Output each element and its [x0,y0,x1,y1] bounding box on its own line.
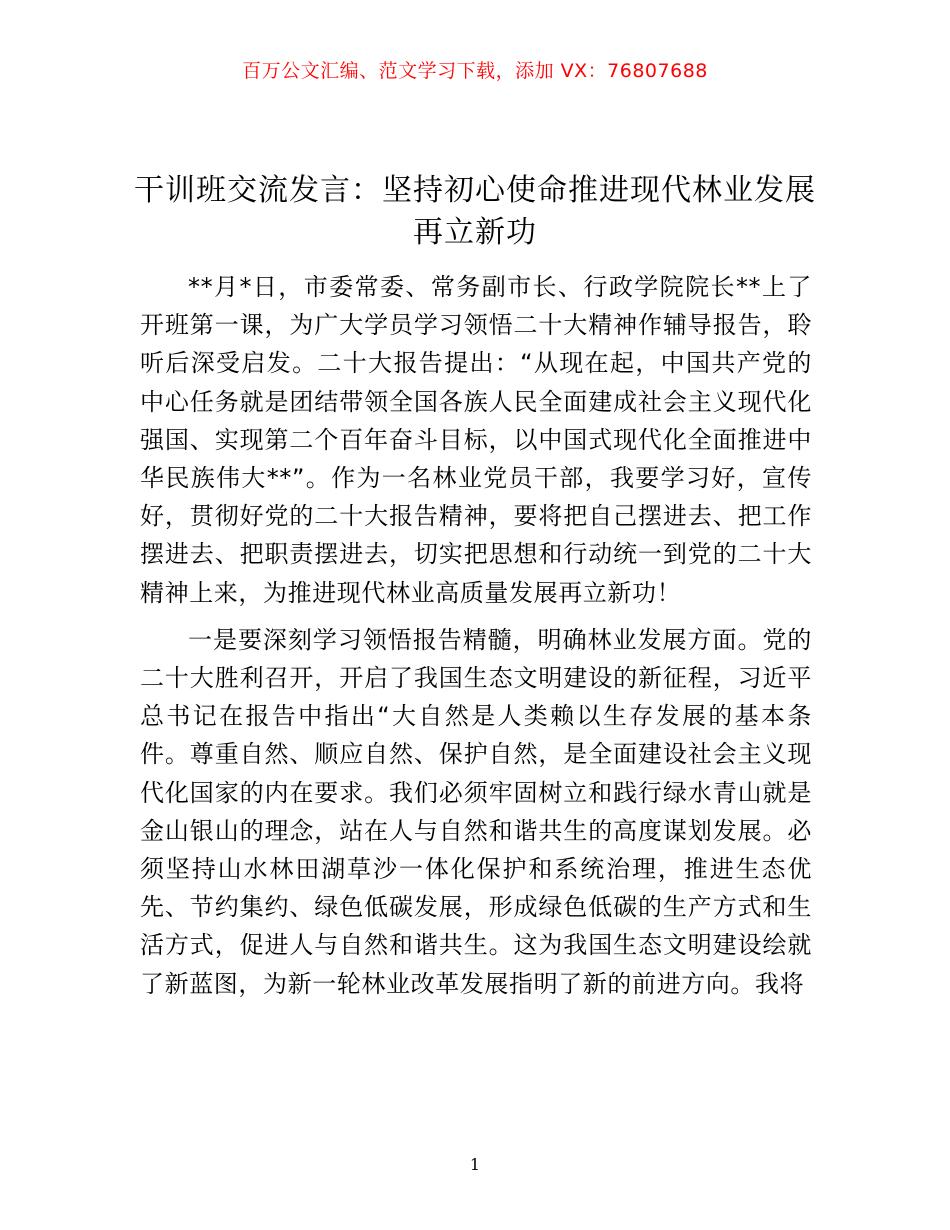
page-number: 1 [469,1155,481,1174]
watermark-header: 百万公文汇编、范文学习下载，添加 VX：76807688 [242,60,708,82]
document-body [140,268,812,1003]
document-title: 干训班交流发言：坚持初心使命推进现代林业发展再立新功 [134,173,816,250]
paragraph-2: 一是要深刻学习领悟报告精髓，明确林业发展方面。党的二十大胜利召开，开启了我国生态文明建设的新征程，习近平总书记在报告中指出“大自然是人类赖以生存发展的基本条件。尊重自然、顺应自然、保护自然，是全面建设社会主义现代化国家的内在要求。我们必须牢固树立和践行绿水青山就是金山银山的理念，站在人与自然和谐共生的高度谋划发展。必须坚持山水林田湖草沙一体化保护和系统治理，推进生态优先、节约集约、绿色低碳发展，形成绿色低碳的生产方式和生活方式，促进人与自然和谐共生。这为我国生态文明建设绘就了新蓝图，为新一轮林业改革发展指明了新的前进方向。我将 [140,625,812,998]
paragraph-1: **月*日，市委常委、常务副市长、行政学院院长**上了开班第一课，为广大学员学习领悟二十大精神作辅导报告，聆听后深受启发。二十大报告提出：“从现在起，中国共产党的中心任务就是团结带领全国各族人民全面建成社会主义现代化强国、实现第二个百年奋斗目标，以中国式现代化全面推进中华民族伟大**”。作为一名林业党员干部，我要学习好，宣传好，贯彻好党的二十大报告精神，要将把自己摆进去、把工作摆进去、把职责摆进去，切实把思想和行动统一到党的二十大精神上来，为推进现代林业高质量发展再立新功！ [140,273,812,607]
